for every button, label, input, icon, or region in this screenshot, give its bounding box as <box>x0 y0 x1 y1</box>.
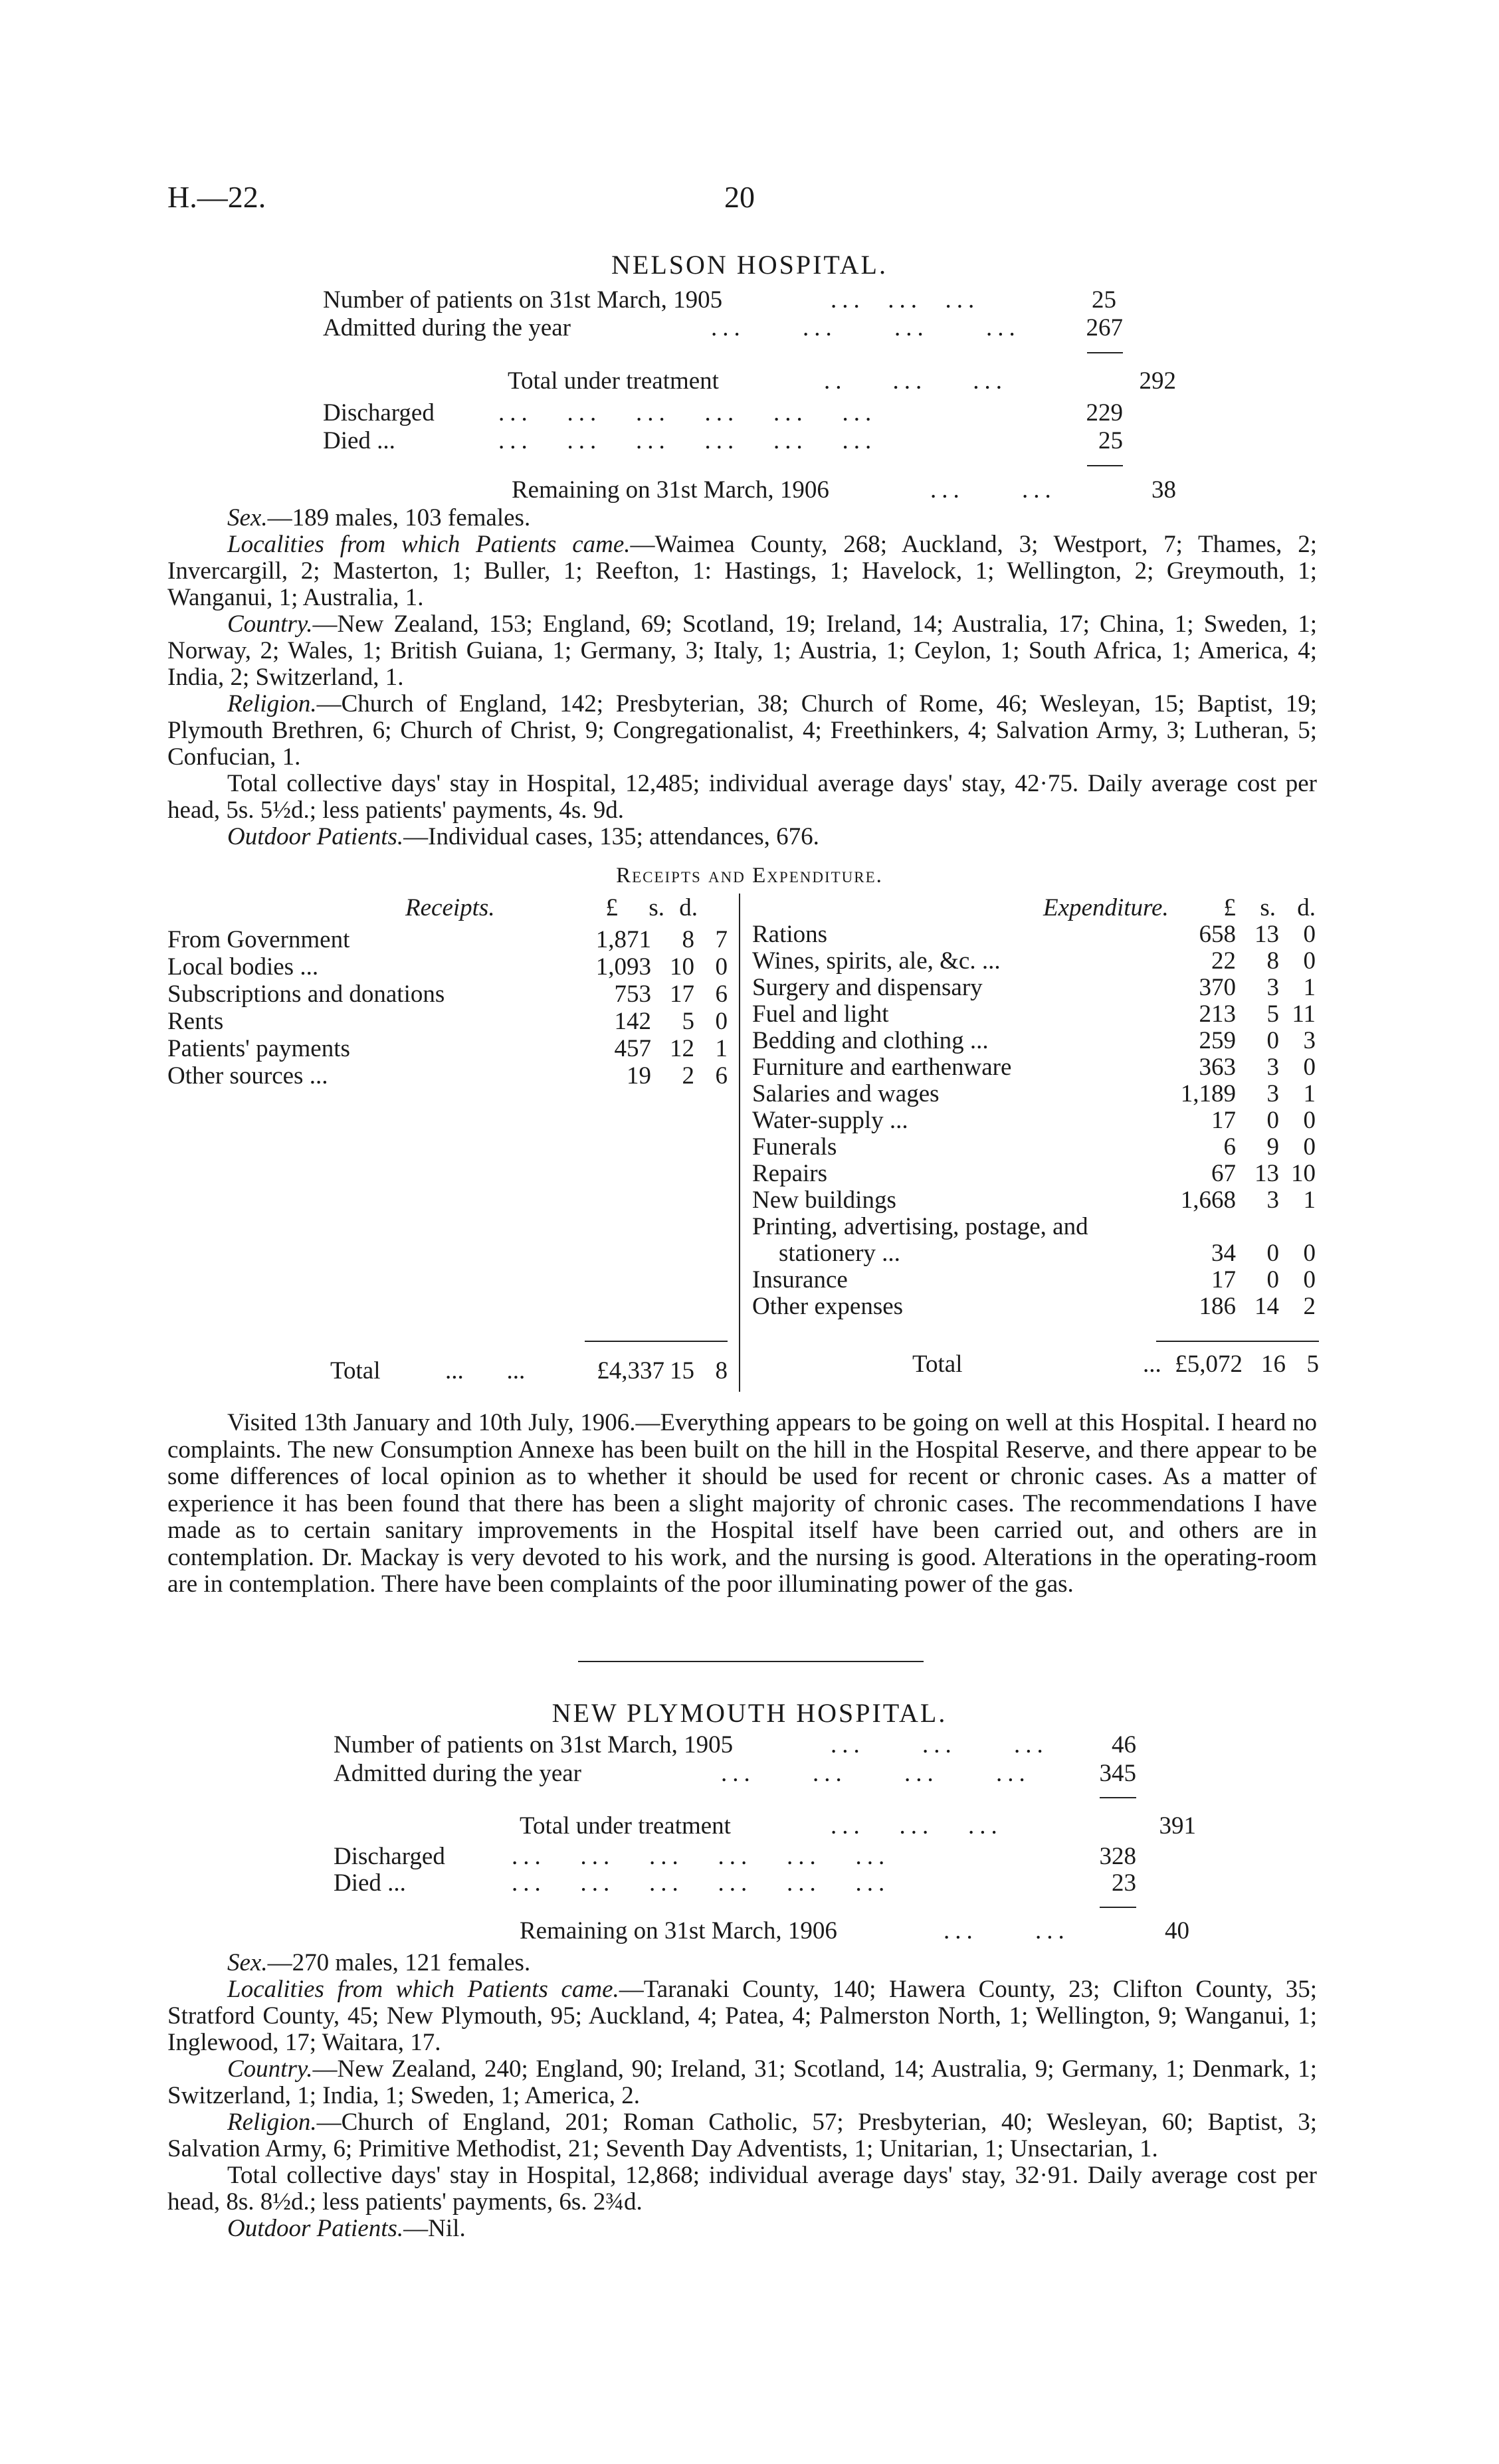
np-remaining: 40 <box>1165 1917 1189 1944</box>
leader-dots: ... ... ... <box>831 1731 1049 1758</box>
expenditure-row-shillings: 3 <box>1266 1080 1279 1107</box>
receipt-row-label: Subscriptions and donations <box>167 981 445 1008</box>
expenditure-row-label: stationery ... <box>779 1240 900 1267</box>
nelson-visit-report <box>167 1410 1317 1598</box>
expenditure-row-pounds: 22 <box>1211 947 1236 975</box>
receipt-row-pounds: 142 <box>614 1008 651 1035</box>
leader-dots: ... ... ... ... ... ... <box>498 427 877 454</box>
new-plymouth-title: NEW PLYMOUTH HOSPITAL. <box>551 1698 948 1728</box>
expenditure-row-pence: 0 <box>1303 1054 1316 1081</box>
expenditure-row-pounds: 6 <box>1223 1133 1236 1161</box>
receipt-row-pounds: 1,093 <box>595 953 651 981</box>
nelson-stay: Total collective days' stay in Hospital, 12,485; individual average days' stay, 42·75. Daily average cost per head, 5s. 5½d.; less patients' payments, 4s. 9d. <box>167 770 1317 824</box>
nelson-total-label: Total under treatment <box>508 367 719 395</box>
leader-dots: ... ... ... ... ... ... <box>512 1843 890 1870</box>
receipts-total-pence: 8 <box>715 1357 728 1384</box>
receipts-pence-header: d. <box>679 894 698 921</box>
expenditure-row-pounds: 67 <box>1211 1160 1236 1187</box>
nelson-total: 292 <box>1139 367 1176 395</box>
receipt-row-pounds: 1,871 <box>595 926 651 953</box>
sum-rule <box>1087 352 1123 353</box>
expenditure-row-pence: 0 <box>1303 947 1316 975</box>
expenditure-row-label: Furniture and earthenware <box>752 1054 1012 1081</box>
expenditure-row-label: Fuel and light <box>752 1000 889 1028</box>
np-religion: Religion.—Church of England, 201; Roman Catholic, 57; Presbyterian, 40; Wesleyan, 60; Baptist, 3; Salvation Army, 6; Primitive Methodist, 21; Seventh Day Adventists, 1; Unitarian, 1; Unsectarian, 1. <box>167 2109 1317 2162</box>
document-reference: H.—22. <box>167 180 266 214</box>
receipts-shillings-header: s. <box>649 894 664 921</box>
leader-dots: ... ... ... ... ... ... <box>498 399 877 426</box>
expenditure-row-pence: 0 <box>1303 921 1316 948</box>
section-separator <box>578 1661 924 1662</box>
expenditure-total-rule <box>1156 1341 1319 1342</box>
receipts-total-shillings: 15 <box>670 1357 694 1384</box>
expenditure-row-shillings: 5 <box>1266 1000 1279 1028</box>
np-stay: Total collective days' stay in Hospital, 12,868; individual average days' stay, 32·91. Daily average cost per head, 8s. 8½d.; less patients' payments, 6s. 2¾d. <box>167 2162 1317 2216</box>
nelson-admitted: 267 <box>1086 314 1123 341</box>
expenditure-row-label: Repairs <box>752 1160 828 1187</box>
np-sex: Sex.—270 males, 121 females. <box>227 1949 531 1976</box>
expenditure-row-label: Bedding and clothing ... <box>752 1027 989 1054</box>
expenditure-row-pence: 1 <box>1303 1080 1316 1107</box>
page-number: 20 <box>724 180 755 214</box>
receipt-row-pence: 0 <box>715 1008 728 1035</box>
nelson-details <box>167 505 1317 850</box>
expenditure-total-pence: 5 <box>1306 1351 1319 1378</box>
sum-rule <box>1100 1797 1136 1798</box>
receipt-row-label: From Government <box>167 926 350 953</box>
nelson-died: 25 <box>1098 427 1123 454</box>
expenditure-row-pence: 0 <box>1303 1266 1316 1293</box>
expenditure-row-label: Rations <box>752 921 828 948</box>
expenditure-row-shillings: 8 <box>1266 947 1279 975</box>
nelson-admitted-label: Admitted during the year <box>323 314 571 341</box>
expenditure-total-pounds: £5,072 <box>1175 1351 1243 1378</box>
np-total: 391 <box>1159 1812 1196 1840</box>
expenditure-row-pounds: 213 <box>1199 1000 1236 1028</box>
expenditure-row-label: Insurance <box>752 1266 848 1293</box>
expenditure-row-pounds: 370 <box>1199 974 1236 1001</box>
receipt-row-pence: 6 <box>715 981 728 1008</box>
nelson-discharged-label: Discharged <box>323 399 435 426</box>
expenditure-row-label: Funerals <box>752 1133 837 1161</box>
expenditure-total-shillings: 16 <box>1261 1351 1286 1378</box>
expenditure-shillings-header: s. <box>1260 894 1276 921</box>
expenditure-row-pence: 0 <box>1303 1133 1316 1161</box>
expenditure-row-shillings: 0 <box>1266 1240 1279 1267</box>
np-outdoor: Outdoor Patients.—Nil. <box>227 2215 466 2242</box>
np-admitted: 345 <box>1099 1760 1136 1787</box>
receipt-row-pounds: 753 <box>614 981 651 1008</box>
np-discharged-label: Discharged <box>334 1843 445 1870</box>
expenditure-row-shillings: 3 <box>1266 1054 1279 1081</box>
nelson-remaining-label: Remaining on 31st March, 1906 <box>512 476 829 504</box>
expenditure-row-shillings: 3 <box>1266 974 1279 1001</box>
np-admitted-label: Admitted during the year <box>334 1760 581 1787</box>
np-localities: Localities from which Patients came.—Taranaki County, 140; Hawera County, 23; Clifton County, 35; Stratford County, 45; New Plymouth, 95; Auckland, 4; Patea, 4; Palmerston North, 1; Wellington, 9; Wanganui, 1; Inglewood, 17; Waitara, 17. <box>167 1976 1317 2056</box>
expenditure-row-pence: 1 <box>1303 1186 1316 1214</box>
expenditure-row-label: Water-supply ... <box>752 1107 908 1134</box>
np-country: Country.—New Zealand, 240; England, 90; Ireland, 31; Scotland, 14; Australia, 9; Germany, 1; Denmark, 1; Switzerland, 1; India, 1; Sweden, 1; America, 2. <box>167 2055 1317 2109</box>
receipt-row-label: Patients' payments <box>167 1035 350 1062</box>
receipt-row-shillings: 5 <box>682 1008 694 1035</box>
receipt-row-pence: 0 <box>715 953 728 981</box>
expenditure-row-shillings: 0 <box>1266 1027 1279 1054</box>
nelson-religion: Religion.—Church of England, 142; Presbyterian, 38; Church of Rome, 46; Wesleyan, 15; Baptist, 19; Plymouth Brethren, 6; Church of Christ, 9; Congregationalist, 4; Freethinkers, 4; Salvation Army, 3; Lutheran, 5; Confucian, 1. <box>167 690 1317 771</box>
expenditure-row-pounds: 1,189 <box>1180 1080 1236 1107</box>
sum-rule <box>1100 1907 1136 1908</box>
receipt-row-pence: 6 <box>715 1062 728 1090</box>
receipt-row-label: Other sources ... <box>167 1062 328 1090</box>
nelson-title: NELSON HOSPITAL. <box>611 250 888 280</box>
sum-rule <box>1087 465 1123 466</box>
leader-dots: ... ... ... ... ... ... <box>512 1869 890 1897</box>
expenditure-row-label: Other expenses <box>752 1293 904 1320</box>
leader-dots: ... ... ... ... <box>721 1760 1031 1787</box>
expenditure-row-pounds: 658 <box>1199 921 1236 948</box>
receipt-row-label: Local bodies ... <box>167 953 319 981</box>
expenditure-row-label: Surgery and dispensary <box>752 974 983 1001</box>
expenditure-row-shillings: 0 <box>1266 1266 1279 1293</box>
new-plymouth-details <box>167 1950 1317 2242</box>
receipt-row-shillings: 2 <box>682 1062 694 1090</box>
expenditure-row-shillings: 0 <box>1266 1107 1279 1134</box>
leader-dots: ... ... ... <box>831 286 980 314</box>
expenditure-row-pounds: 17 <box>1211 1107 1236 1134</box>
expenditure-row-label: Printing, advertising, postage, and <box>752 1213 1088 1240</box>
expenditure-row-pence: 10 <box>1291 1160 1316 1187</box>
expenditure-row-label: Wines, spirits, ale, &c. ... <box>752 947 1001 975</box>
expenditure-heading: Expenditure. <box>1043 894 1169 921</box>
nelson-visit-text: Visited 13th January and 10th July, 1906.—Everything appears to be going on well at this Hospital. I heard no complaints. The new Consumption Annexe has been built on the hill in the Hospital Reserve, and there appear to be some differences of local opinion as to whether it should be used for recent or chronic cases. As a matter of experience it has been found that there has been a slight majority of chronic cases. The recommendations I have made as to certain sanitary improvements in the Hospital itself have been carried out, and others are in contemplation. Dr. Mackay is very devoted to his work, and the nursing is good. Alterations in the operating-room are in contemplation. There have been complaints of the poor illuminating power of the gas. <box>167 1409 1317 1598</box>
expenditure-row-pence: 3 <box>1303 1027 1316 1054</box>
np-died: 23 <box>1112 1869 1136 1897</box>
receipt-row-shillings: 12 <box>670 1035 694 1062</box>
nelson-localities: Localities from which Patients came.—Waimea County, 268; Auckland, 3; Westport, 7; Thames, 2; Invercargill, 2; Masterton, 1; Buller, 1; Reefton, 1: Hastings, 1; Havelock, 1; Wellington, 2; Greymouth, 1; Wanganui, 1; Australia, 1. <box>167 531 1317 611</box>
nelson-sex: Sex.—189 males, 103 females. <box>227 504 531 531</box>
expenditure-total-label: Total <box>912 1351 963 1378</box>
nelson-on-hand: 25 <box>1092 286 1116 314</box>
leader-dots: ... ... <box>944 1917 1070 1944</box>
receipt-row-label: Rents <box>167 1008 224 1035</box>
receipt-row-pence: 7 <box>715 926 728 953</box>
expenditure-row-shillings: 14 <box>1254 1293 1279 1320</box>
nelson-died-label: Died ... <box>323 427 395 454</box>
nelson-on-hand-label: Number of patients on 31st March, 1905 <box>323 286 723 314</box>
receipt-row-pounds: 19 <box>627 1062 651 1090</box>
np-remaining-label: Remaining on 31st March, 1906 <box>520 1917 837 1944</box>
expenditure-row-pounds: 1,668 <box>1180 1186 1236 1214</box>
nelson-remaining: 38 <box>1151 476 1176 504</box>
expenditure-pounds-header: £ <box>1223 894 1236 921</box>
leader-dots: ... ... ... <box>831 1812 1003 1840</box>
leader-dots: ... ... <box>445 1357 526 1384</box>
nelson-country: Country.—New Zealand, 153; England, 69; Scotland, 19; Ireland, 14; Australia, 17; China, 1; Sweden, 1; Norway, 2; Wales, 1; British Guiana, 1; Germany, 3; Italy, 1; Austria, 1; Ceylon, 1; South Africa, 1; America, 4; India, 2; Switzerland, 1. <box>167 611 1317 691</box>
leader-dots: .. ... ... <box>824 367 1007 395</box>
expenditure-row-shillings: 13 <box>1254 921 1279 948</box>
expenditure-row-pounds: 186 <box>1199 1293 1236 1320</box>
expenditure-pence-header: d. <box>1297 894 1316 921</box>
receipt-row-shillings: 8 <box>682 926 694 953</box>
np-total-label: Total under treatment <box>520 1812 731 1840</box>
expenditure-row-shillings: 9 <box>1266 1133 1279 1161</box>
expenditure-row-pence: 11 <box>1292 1000 1316 1028</box>
receipts-total-label: Total <box>330 1357 381 1384</box>
leader-dots: ... ... <box>930 476 1056 504</box>
receipt-row-pounds: 457 <box>614 1035 651 1062</box>
receipts-total-pounds: £4,337 <box>597 1357 664 1384</box>
receipts-total-rule <box>585 1341 728 1342</box>
leader-dots: ... ... ... ... <box>711 314 1021 341</box>
receipt-row-shillings: 10 <box>670 953 694 981</box>
expenditure-row-pence: 0 <box>1303 1107 1316 1134</box>
expenditure-row-shillings: 3 <box>1266 1186 1279 1214</box>
receipts-pounds-header: £ <box>605 894 618 921</box>
expenditure-row-pence: 2 <box>1303 1293 1316 1320</box>
nelson-discharged: 229 <box>1086 399 1123 426</box>
expenditure-row-shillings: 13 <box>1254 1160 1279 1187</box>
receipts-heading: Receipts. <box>405 894 495 921</box>
column-divider <box>739 894 740 1392</box>
expenditure-row-label: New buildings <box>752 1186 896 1214</box>
expenditure-row-pence: 1 <box>1303 974 1316 1001</box>
expenditure-row-pounds: 17 <box>1211 1266 1236 1293</box>
expenditure-row-pounds: 34 <box>1211 1240 1236 1267</box>
receipt-row-pence: 1 <box>715 1035 728 1062</box>
expenditure-row-label: Salaries and wages <box>752 1080 940 1107</box>
receipt-row-shillings: 17 <box>670 981 694 1008</box>
expenditure-row-pence: 0 <box>1303 1240 1316 1267</box>
leader-dots: ... <box>1143 1351 1161 1378</box>
expenditure-row-pounds: 259 <box>1199 1027 1236 1054</box>
np-died-label: Died ... <box>334 1869 406 1897</box>
expenditure-row-pounds: 363 <box>1199 1054 1236 1081</box>
np-on-hand-label: Number of patients on 31st March, 1905 <box>334 1731 734 1758</box>
np-discharged: 328 <box>1099 1843 1136 1870</box>
nelson-outdoor: Outdoor Patients.—Individual cases, 135; attendances, 676. <box>227 823 819 850</box>
np-on-hand: 46 <box>1112 1731 1136 1758</box>
accounts-heading: Receipts and Expenditure. <box>616 864 883 888</box>
